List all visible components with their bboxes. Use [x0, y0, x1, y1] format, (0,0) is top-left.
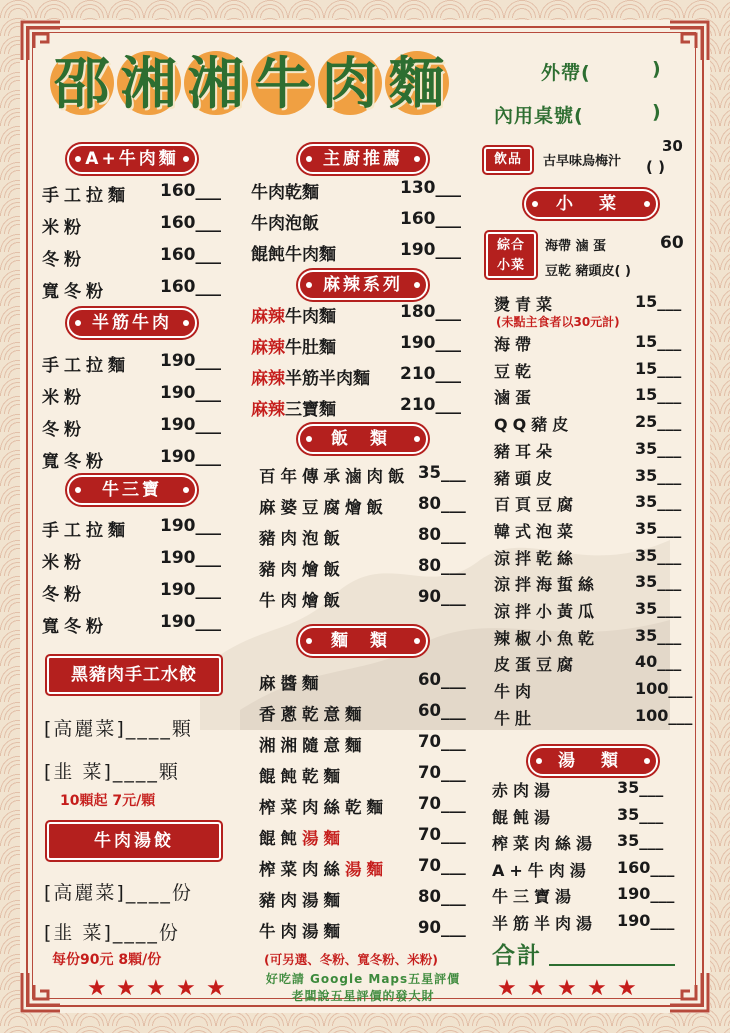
menu-item-name-text: 餛飩: [259, 829, 302, 848]
menu-item-name: 韓式泡菜: [494, 521, 579, 541]
menu-item-name: 冬粉: [42, 420, 86, 440]
menu-item-price: 160___: [160, 213, 221, 233]
menu-item-name: 海帶: [494, 335, 537, 354]
menu-item-name: 寬冬粉: [42, 617, 108, 637]
section-badge-beef-three-treasures: 牛三寶: [67, 475, 197, 505]
section-badge-a-plus-beef: A+牛肉麵: [67, 144, 197, 174]
menu-item-name: 湘湘隨意麵: [259, 736, 367, 755]
menu-item-name: 半筋半肉湯: [492, 913, 598, 933]
menu-item-name-text: 榨菜肉絲: [259, 860, 345, 879]
menu-item-price: 15___: [635, 292, 682, 311]
dumpling-cabbage-line[interactable]: [高麗菜]____顆: [44, 718, 193, 740]
total-label: 合計: [492, 943, 542, 969]
menu-item-price: 40___: [635, 652, 682, 672]
menu-item-price: 15___: [635, 385, 682, 405]
menu-item-name: 牛肚: [494, 708, 537, 728]
menu-item-name: 赤肉湯: [492, 781, 556, 800]
menu-item-name: 手工拉麵: [42, 356, 130, 376]
menu-item-price: 70___: [418, 763, 466, 782]
menu-item-name: 牛肉泡飯: [251, 214, 319, 234]
menu-item-price: 190___: [617, 910, 675, 930]
menu-item-price: 35___: [617, 778, 664, 797]
menu-item-name: 榨菜肉絲乾麵: [259, 798, 388, 817]
section-badge-side-dishes: 小 菜: [524, 189, 658, 219]
menu-item-price: 15___: [635, 358, 682, 378]
menu-item-name: 涼拌小黃瓜: [494, 602, 600, 621]
star-icon: ★: [497, 976, 517, 1001]
menu-item-price: 70___: [418, 856, 466, 875]
menu-item-name: 牛肉燴飯: [259, 591, 345, 610]
star-icon: ★: [617, 976, 637, 1001]
corner-ornament-bottom-left: [18, 969, 64, 1015]
menu-item-name: 牛肉乾麵: [251, 183, 319, 203]
menu-item-name: 冬粉: [42, 250, 86, 270]
menu-item-price: 100___: [635, 679, 693, 699]
menu-item-price: 15___: [635, 332, 682, 351]
dine-in-close[interactable]: ): [652, 101, 662, 123]
menu-item-name: 豆乾: [494, 361, 537, 381]
menu-item-name: QQ豬皮: [494, 415, 574, 435]
combo-line1: 海帶 滷 蛋: [545, 239, 607, 254]
menu-item-highlight: 麻辣: [251, 369, 285, 389]
menu-item-name: 滷蛋: [494, 388, 537, 408]
menu-item-price: 80___: [418, 556, 466, 575]
takeout-label: 外帶(: [541, 62, 591, 84]
menu-item-price: 190___: [160, 516, 221, 536]
menu-item-price: 210___: [400, 395, 461, 415]
menu-item-price: 80___: [418, 494, 466, 513]
menu-item-name: 麻婆豆腐燴飯: [259, 498, 388, 517]
title-char: 牛: [249, 46, 316, 126]
star-icon: ★: [557, 976, 577, 1001]
menu-item-name: 手工拉麵: [42, 521, 130, 541]
menu-item-price: 190___: [160, 612, 221, 632]
menu-item-name: 米粉: [42, 553, 86, 573]
menu-item-price: 35___: [635, 438, 682, 458]
menu-item-price: 160___: [160, 181, 221, 201]
section-badge-soups: 湯 類: [528, 746, 658, 776]
menu-item-price: 190___: [400, 240, 461, 260]
menu-item-name: 餛飩牛肉麵: [251, 245, 336, 265]
drink-price: 30: [662, 137, 683, 155]
menu-item-price: 70___: [418, 825, 466, 844]
menu-item-price: 60___: [418, 670, 466, 689]
section-badge-noodles: 麵 類: [298, 626, 428, 656]
soup-dumpling-note: 每份90元 8顆/份: [52, 952, 162, 968]
menu-item-name: [251, 333, 336, 358]
menu-item-highlight: 麻辣: [251, 400, 285, 420]
combo-label-line2: 小菜: [496, 258, 525, 273]
menu-item-name: 皮蛋豆腐: [494, 655, 579, 675]
menu-item-name-text: 半筋半肉麵: [285, 369, 370, 389]
menu-item-price: 35___: [635, 572, 682, 592]
menu-item-name: 米粉: [42, 388, 86, 408]
title-char: 肉: [316, 46, 383, 126]
menu-item-name: 寬冬粉: [42, 452, 108, 472]
menu-item-highlight: 麻辣: [251, 338, 285, 358]
menu-item-price: 70___: [418, 732, 466, 751]
corner-ornament-bottom-right: [666, 969, 712, 1015]
soup-dumpling-chive-line[interactable]: [韭 菜]____份: [44, 922, 180, 944]
section-badge-half-tendon: 半筋牛肉: [67, 308, 197, 338]
drink-label: 飲品: [484, 147, 532, 173]
star-icon: ★: [587, 976, 607, 1001]
combo-line2[interactable]: 豆乾 豬頭皮( ): [545, 264, 631, 279]
menu-item-name: 百頁豆腐: [494, 495, 579, 515]
title-char: 邵: [48, 46, 115, 126]
corner-ornament-top-right: [666, 18, 712, 64]
menu-item-price: 25___: [635, 412, 682, 432]
menu-item-name-text: 牛肉麵: [285, 307, 336, 327]
menu-item-name: 豬肉泡飯: [259, 529, 345, 548]
drink-name: 古早味烏梅汁: [543, 154, 622, 169]
menu-item-price: 190___: [617, 884, 675, 903]
menu-item-name: [251, 364, 370, 389]
menu-item-price: 160___: [617, 857, 675, 877]
menu-item-price: 190___: [160, 447, 221, 467]
side-dish-note: (未點主食者以30元計): [496, 315, 620, 329]
section-box-beef-soup-dumplings: 牛肉湯餃: [47, 822, 221, 860]
menu-item-name: 冬粉: [42, 585, 86, 605]
title-char: 麵: [383, 46, 450, 126]
menu-item-price: 90___: [418, 918, 466, 937]
menu-item-name: 牛三寶湯: [492, 887, 577, 906]
menu-item-name: 麻醬麵: [259, 674, 324, 693]
menu-item-price: 80___: [418, 525, 466, 544]
menu-item-name: 豬頭皮: [494, 468, 558, 488]
section-box-pork-dumplings: 黑豬肉手工水餃: [47, 656, 221, 694]
menu-item-name: 百年傳承滷肉飯: [259, 467, 410, 486]
title-char: 湘: [182, 46, 249, 126]
menu-item-price: 35___: [418, 463, 466, 482]
review-line2: 老闆說五星評價的發大財: [291, 989, 435, 1003]
menu-item-name: 辣椒小魚乾: [494, 628, 600, 648]
takeout-close[interactable]: ): [652, 58, 662, 80]
menu-item-price: 80___: [418, 887, 466, 906]
star-icon: ★: [116, 976, 136, 1001]
menu-item-price: 190___: [160, 351, 221, 371]
menu-item-price: 35___: [617, 831, 664, 850]
menu-item-price: 35___: [635, 492, 682, 512]
menu-item-price: 70___: [418, 794, 466, 813]
noodle-substitute-note: (可另選、冬粉、寬冬粉、米粉): [264, 952, 438, 967]
section-badge-chef-recommend: 主廚推薦: [298, 144, 428, 174]
menu-item-price: 160___: [160, 245, 221, 265]
menu-item-name: [259, 825, 345, 849]
menu-item-price: 35___: [635, 545, 682, 565]
combo-side-label: [486, 232, 536, 278]
menu-item-name: 豬肉燴飯: [259, 560, 345, 579]
review-line1: 好吃請 Google Maps五星評價: [265, 972, 461, 986]
menu-item-price: 35___: [635, 599, 682, 618]
menu-item-price: 100___: [635, 705, 693, 725]
star-icon: ★: [146, 976, 166, 1001]
drink-quantity-field[interactable]: ( ): [646, 158, 665, 176]
menu-item-name: 寬冬粉: [42, 282, 108, 302]
section-badge-spicy: 麻辣系列: [298, 270, 428, 300]
dine-in-table-label: 內用桌號(: [494, 105, 584, 127]
menu-item-name: 涼拌海蜇絲: [494, 575, 600, 595]
menu-item-highlight: 湯麵: [302, 829, 345, 848]
menu-item-price: 35___: [635, 465, 682, 485]
menu-item-price: 160___: [160, 277, 221, 297]
menu-item-name: 豬肉湯麵: [259, 891, 345, 910]
menu-item-name: 手工拉麵: [42, 186, 130, 206]
title-char: 湘: [115, 46, 182, 126]
menu-item-price: 90___: [418, 587, 466, 606]
restaurant-title: [48, 46, 450, 126]
menu-item-name: 榨菜肉絲湯: [492, 834, 598, 853]
menu-item-price: 180___: [400, 302, 461, 322]
dumpling-chive-line[interactable]: [韭 菜]____顆: [44, 761, 180, 783]
menu-item-name: 餛飩湯: [492, 807, 556, 827]
star-icon: ★: [176, 976, 196, 1001]
menu-item-name: A+牛肉湯: [492, 860, 591, 880]
menu-item-price: 160___: [400, 209, 461, 229]
combo-price: 60: [660, 233, 684, 253]
menu-item-name: 香蔥乾意麵: [259, 705, 367, 724]
menu-item-price: 210___: [400, 364, 461, 384]
menu-item-price: 130___: [400, 178, 461, 198]
menu-item-highlight: 麻辣: [251, 307, 285, 327]
menu-item-price: 190___: [400, 333, 461, 353]
menu-item-price: 190___: [160, 383, 221, 403]
menu-item-price: 35___: [635, 518, 682, 538]
section-badge-rice: 飯 類: [298, 424, 428, 454]
menu-item-name: [251, 302, 336, 327]
menu-item-name-text: 牛肚麵: [285, 338, 336, 358]
soup-dumpling-cabbage-line[interactable]: [高麗菜]____份: [44, 882, 193, 904]
dumpling-note: 10顆起 7元/顆: [60, 793, 156, 809]
menu-item-name: 牛肉: [494, 682, 537, 702]
star-icon: ★: [206, 976, 226, 1001]
star-icon: ★: [87, 976, 107, 1001]
menu-item-name: 涼拌乾絲: [494, 548, 579, 568]
total-field[interactable]: [549, 964, 675, 966]
menu-item-price: 35___: [635, 625, 682, 645]
menu-item-name: [251, 395, 336, 420]
menu-item-highlight: 湯麵: [345, 860, 388, 879]
menu-item-price: 190___: [160, 548, 221, 568]
menu-item-price: 60___: [418, 701, 466, 720]
star-icon: ★: [527, 976, 547, 1001]
menu-item-name: 餛飩乾麵: [259, 767, 345, 786]
combo-label-line1: 綜合: [496, 238, 525, 253]
menu-item-price: 190___: [160, 580, 221, 600]
menu-item-name: [259, 856, 388, 880]
menu-item-price: 190___: [160, 415, 221, 435]
menu-item-name-text: 三寶麵: [285, 400, 336, 420]
menu-item-price: 35___: [617, 804, 664, 824]
menu-item-name: 燙青菜: [494, 295, 558, 314]
menu-item-name: 米粉: [42, 218, 86, 238]
menu-item-name: 豬耳朵: [494, 441, 558, 461]
menu-item-name: 牛肉湯麵: [259, 922, 345, 941]
